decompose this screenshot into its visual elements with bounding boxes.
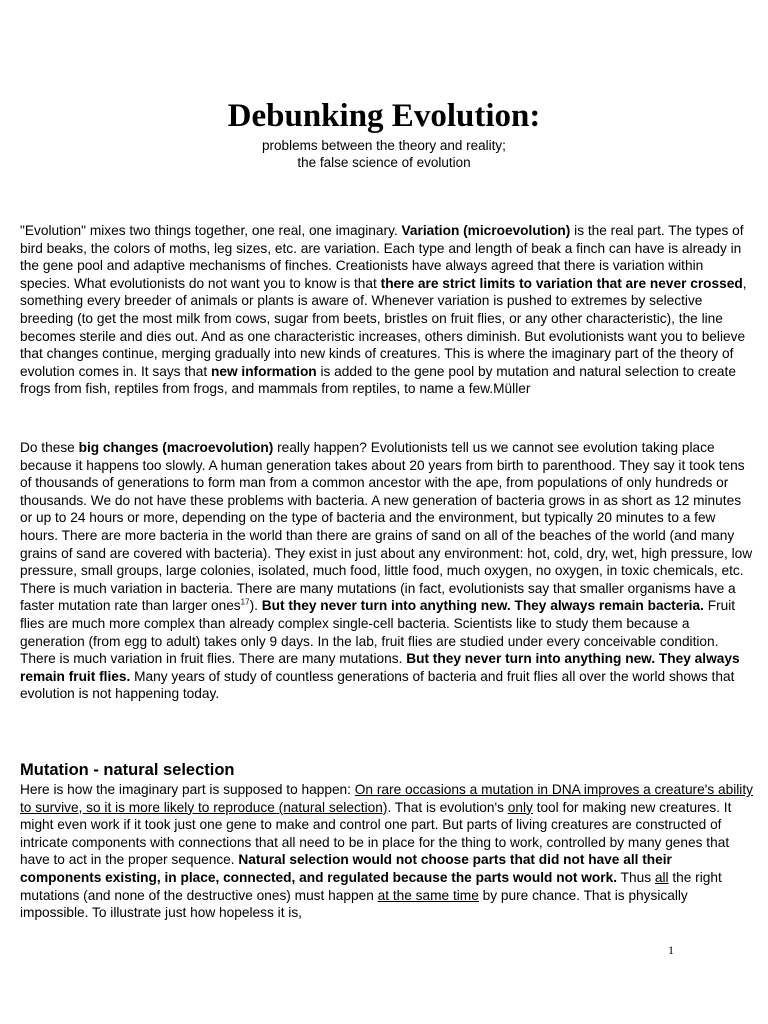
bold-run: new information — [210, 363, 317, 379]
text-run: , something every breeder of animals or plants is aware of. Whenever variation is pushed to extremes by selective breeding (to get the most milk from cows, sugar from beets, bristles on fruit flies, or any other characteristic), the line becomes sterile and dies out. And as one characteristic increases, others diminish. But evolutionists want you to believe that changes continue, merging gradually into new kinds of creatures. This is where the imaginary part of the theory of evolution comes in. It says that — [20, 275, 747, 379]
text-run: is the real part. The types of bird beaks, the colors of moths, leg sizes, etc. are variation. Each type and length of beak a finch can have is already in the gene pool and adaptive mechanisms of finches. Creationists have always agreed that there is variation within species. What evolutionists do not want you to know is that — [20, 223, 744, 291]
text-run: "Evolution" mixes two things together, one real, one imaginary. — [20, 223, 402, 238]
bold-run: big changes (macroevolution) — [78, 440, 274, 455]
subtitle-line: problems between the theory and reality; — [262, 138, 506, 153]
text-run: Fruit flies are much more complex than already complex single-cell bacteria. Scientists like to study them because a generation (from egg to adult) takes only 9 days. In the lab, fruit flies are studied under every conceivable condition. There is much variation in fruit flies. There are many mutations. — [20, 598, 736, 667]
text-run: ). — [249, 598, 262, 614]
text-run: Here is how the imaginary part is supposed to happen: — [20, 782, 355, 797]
text-run: . That is evolution's — [387, 799, 508, 815]
page-number: 1 — [668, 943, 674, 957]
underlined-run: only — [507, 799, 533, 815]
underlined-run: On rare occasions a mutation in DNA improves a creature's ability to survive, so it is more likely to reproduce (natural selection) — [20, 782, 753, 815]
text-run: by pure chance. That is physically impossible. To illustrate just how hopeless it is, — [20, 887, 688, 921]
bold-run: Natural selection would not choose parts that did not have all their components existing, in place, connected, and regulated because the parts would not work. — [20, 852, 672, 885]
bold-run: there are strict limits to variation that are never crossed — [380, 275, 743, 291]
document-subtitle — [0, 137, 768, 171]
text-run: Many years of study of countless generations of bacteria and fruit flies all over the world shows that evolution is not happening today. — [20, 668, 735, 702]
section-heading: Mutation - natural selection — [20, 761, 235, 779]
paragraph-macroevolution — [20, 439, 754, 703]
bold-run: Variation (microevolution) — [401, 223, 571, 238]
footnote-reference: 17 — [240, 597, 250, 607]
paragraph-variation — [20, 222, 754, 398]
underlined-run: at the same time — [377, 887, 479, 903]
text-run: the right mutations (and none of the destructive ones) must happen — [20, 869, 722, 903]
text-run: really happen? Evolutionists tell us we cannot see evolution taking place because it happens too slowly. A human generation takes about 20 years from birth to parenthood. They say it took tens of thousands of generations to form man from a common ancestor with the ape, from populations of only hundreds or thousands. We do not have these problems with bacteria. A new generation of bacteria grows in as short as 12 minutes or up to 24 hours or more, depending on the type of bacteria and the environment, but typically 20 minutes to a few hours. There are more bacteria in the world than there are grains of sand on all of the beaches of the world (and many grains of sand are covered with bacteria). They exist in just about any environment: hot, cold, dry, wet, high pressure, low pressure, small groups, large colonies, isolated, much food, little food, much oxygen, no oxygen, in toxic chemicals, etc. There is much variation in bacteria. There are many mutations (in fact, evolutionists say that smaller organisms have a faster mutation rate than larger ones — [20, 440, 753, 614]
bold-run: But they never turn into anything new. They always remain bacteria. — [261, 598, 704, 614]
text-run: tool for making new creatures. It might even work if it took just one gene to make and control one part. But parts of living creatures are constructed of intricate components with connections that all need to be in place for the thing to work, controlled by many genes that have to act in the proper sequence. — [20, 799, 732, 868]
underlined-run: all — [654, 869, 669, 885]
subtitle-line: the false science of evolution — [297, 155, 471, 170]
paragraph-mutation — [20, 781, 754, 922]
text-run: is added to the gene pool by mutation and natural selection to create frogs from fish, reptiles from frogs, and mammals from reptiles, to name a few.Müller — [20, 363, 736, 397]
text-run: Do these — [20, 440, 79, 455]
document-title: Debunking Evolution: — [227, 98, 541, 134]
text-run: Thus — [617, 869, 655, 885]
bold-run: But they never turn into anything new. They always remain fruit flies. — [20, 651, 740, 684]
